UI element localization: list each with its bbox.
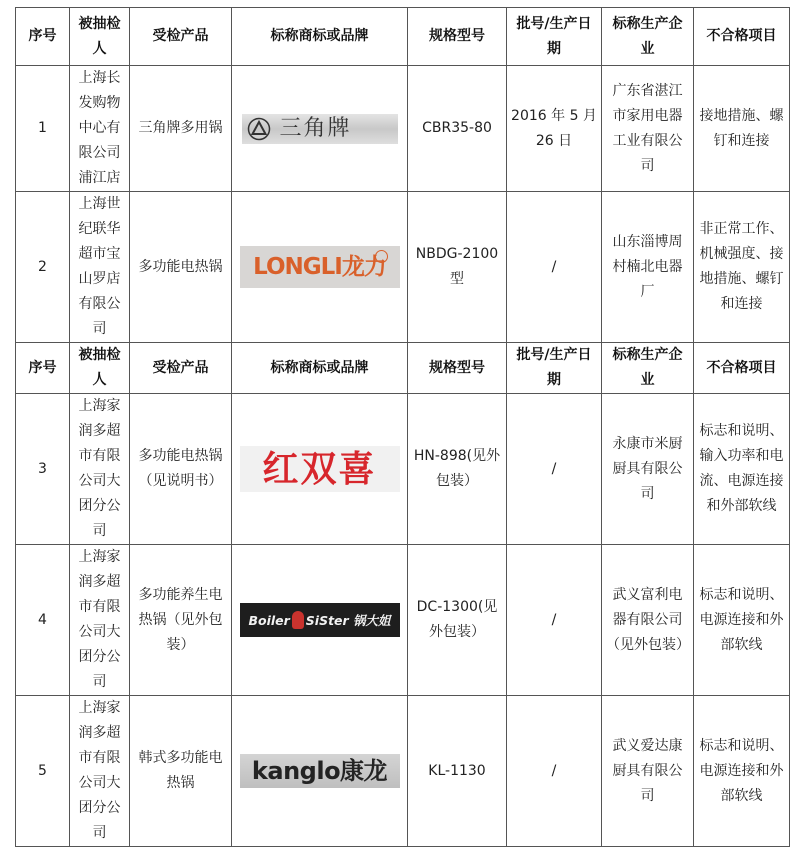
row-inspected: 上海家润多超市有限公司大团分公司	[70, 394, 130, 545]
brand-logo-text: 红双喜	[262, 448, 377, 490]
row-seq: 3	[16, 394, 70, 545]
header-inspected: 被抽检人	[70, 8, 130, 66]
header-maker: 标称生产企业	[602, 343, 694, 394]
row-maker: 武义爱达康厨具有限公司	[602, 696, 694, 847]
row-inspected: 上海家润多超市有限公司大团分公司	[70, 545, 130, 696]
row-brand	[232, 394, 408, 545]
header-model: 规格型号	[408, 8, 507, 66]
row-maker: 永康市米厨厨具有限公司	[602, 394, 694, 545]
header-seq: 序号	[16, 8, 70, 66]
table-header-row	[16, 343, 790, 394]
header-model: 规格型号	[408, 343, 507, 394]
row-maker: 山东淄博周村楠北电器厂	[602, 192, 694, 343]
header-inspected: 被抽检人	[70, 343, 130, 394]
table-row	[16, 394, 790, 545]
header-product: 受检产品	[130, 343, 232, 394]
row-inspected: 上海世纪联华超市宝山罗店有限公司	[70, 192, 130, 343]
header-batch: 批号/生产日期	[507, 343, 602, 394]
row-product: 韩式多功能电热锅	[130, 696, 232, 847]
table-row	[16, 696, 790, 847]
row-inspected: 上海长发购物中心有限公司浦江店	[70, 66, 130, 192]
row-fail: 接地措施、螺钉和连接	[694, 66, 790, 192]
brand-logo-longli	[240, 246, 400, 288]
brand-logo-boiler-sister	[240, 603, 400, 637]
row-brand	[232, 545, 408, 696]
row-batch: /	[507, 192, 602, 343]
row-batch: 2016 年 5 月 26 日	[507, 66, 602, 192]
row-fail: 非正常工作、机械强度、接地措施、螺钉和连接	[694, 192, 790, 343]
brand-logo-text-left: Boiler	[248, 612, 290, 628]
inspection-table	[15, 7, 790, 847]
row-model: HN-898(见外包装）	[408, 394, 507, 545]
row-product: 三角牌多用锅	[130, 66, 232, 192]
row-model: DC-1300(见外包装）	[408, 545, 507, 696]
brand-logo-text: kanglo康龙	[251, 756, 388, 785]
row-seq: 5	[16, 696, 70, 847]
brand-logo-hongshuangxi	[240, 446, 400, 492]
brand-logo-kanglo	[240, 754, 400, 788]
brand-logo-text: LONGLI龙力	[253, 253, 386, 280]
row-brand	[232, 192, 408, 343]
row-seq: 4	[16, 545, 70, 696]
row-fail: 标志和说明、电源连接和外部软线	[694, 545, 790, 696]
row-seq: 1	[16, 66, 70, 192]
row-product: 多功能养生电热锅（见外包装）	[130, 545, 232, 696]
table-header-row	[16, 8, 790, 66]
header-batch: 批号/生产日期	[507, 8, 602, 66]
row-brand	[232, 66, 408, 192]
brand-logo-text: 三角牌	[279, 116, 352, 141]
row-batch: /	[507, 545, 602, 696]
row-fail: 标志和说明、输入功率和电流、电源连接和外部软线	[694, 394, 790, 545]
header-fail: 不合格项目	[694, 343, 790, 394]
row-product: 多功能电热锅	[130, 192, 232, 343]
header-product: 受检产品	[130, 8, 232, 66]
table-row	[16, 192, 790, 343]
header-fail: 不合格项目	[694, 8, 790, 66]
row-inspected: 上海家润多超市有限公司大团分公司	[70, 696, 130, 847]
row-batch: /	[507, 394, 602, 545]
row-seq: 2	[16, 192, 70, 343]
header-brand: 标称商标或品牌	[232, 8, 408, 66]
triangle-logo-icon	[242, 116, 276, 142]
table-row	[16, 545, 790, 696]
row-maker: 武义富利电器有限公司（见外包装）	[602, 545, 694, 696]
row-brand	[232, 696, 408, 847]
header-seq: 序号	[16, 343, 70, 394]
row-maker: 广东省湛江市家用电器工业有限公司	[602, 66, 694, 192]
header-brand: 标称商标或品牌	[232, 343, 408, 394]
header-maker: 标称生产企业	[602, 8, 694, 66]
row-product: 多功能电热锅（见说明书）	[130, 394, 232, 545]
brand-logo-sanjiao	[242, 114, 398, 144]
sister-mascot-icon	[292, 611, 304, 629]
row-fail: 标志和说明、电源连接和外部软线	[694, 696, 790, 847]
table-row	[16, 66, 790, 192]
row-model: NBDG-2100 型	[408, 192, 507, 343]
row-batch: /	[507, 696, 602, 847]
registered-mark-icon	[375, 250, 388, 263]
row-model: CBR35-80	[408, 66, 507, 192]
row-model: KL-1130	[408, 696, 507, 847]
brand-logo-text-right: SiSter 锅大姐	[305, 612, 391, 628]
